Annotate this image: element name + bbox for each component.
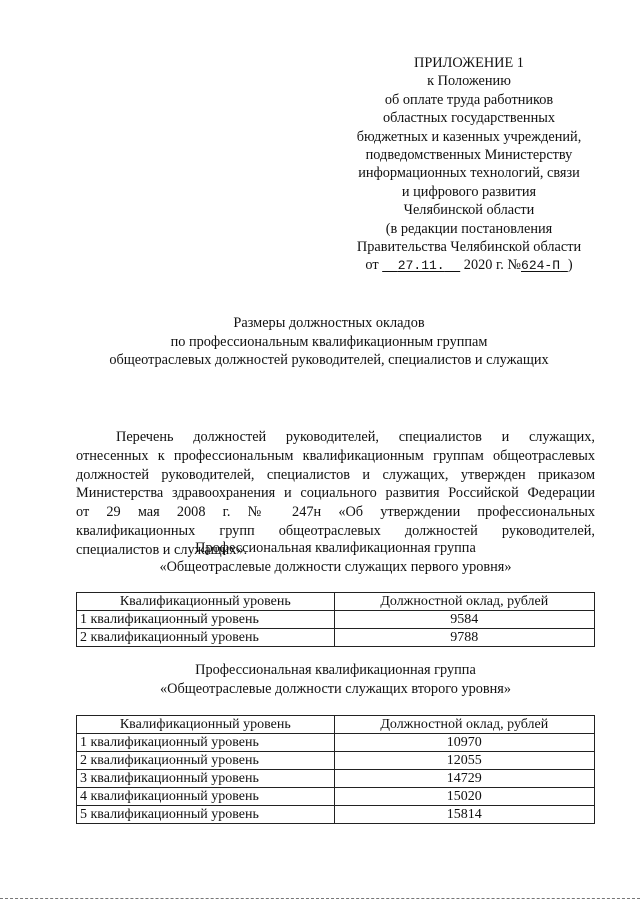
salary-cell: 15814 <box>334 806 594 824</box>
level-cell: 2 квалификационный уровень <box>77 629 335 647</box>
paragraph-line: отнесенных к профессиональным квалификационным группам общеотраслевых <box>76 447 595 464</box>
level-cell: 4 квалификационный уровень <box>77 788 335 806</box>
salary-cell: 14729 <box>334 770 594 788</box>
column-header-salary: Должностной оклад, рублей <box>334 593 594 611</box>
group-heading-line: «Общеотраслевые должности служащих первого уровня» <box>159 558 512 575</box>
table-row <box>77 734 595 752</box>
appendix-line: бюджетных и казенных учреждений, <box>356 128 582 145</box>
date-value: 27.11. <box>397 258 445 274</box>
column-header-level: Квалификационный уровень <box>77 593 335 611</box>
salary-cell: 12055 <box>334 752 594 770</box>
document-title <box>60 314 598 370</box>
salary-cell: 9788 <box>334 629 594 647</box>
salary-table-first-level <box>76 592 595 647</box>
salary-cell: 15020 <box>334 788 594 806</box>
date-field <box>382 258 460 273</box>
date-prefix: от <box>365 257 379 274</box>
table-row <box>77 806 595 824</box>
paragraph-line: должностей руководителей, специалистов и служащих, утвержден приказом <box>76 466 595 483</box>
appendix-line: и цифрового развития <box>401 183 537 200</box>
number-value: 624-П <box>521 258 561 274</box>
level-cell: 1 квалификационный уровень <box>77 611 335 629</box>
salary-table-second-level <box>76 715 595 824</box>
appendix-line: к Положению <box>427 73 511 90</box>
group-heading-line: Профессиональная квалификационная группа <box>195 540 476 556</box>
appendix-header <box>340 54 598 276</box>
level-cell: 2 квалификационный уровень <box>77 752 335 770</box>
year-number-label: 2020 г. № <box>463 257 522 274</box>
title-line: по профессиональным квалификационным группам <box>170 333 488 350</box>
table-row <box>77 770 595 788</box>
paragraph-line: от 29 мая 2008 г. № 247н «Об утверждении профессиональных <box>76 504 595 521</box>
appendix-line: информационных технологий, связи <box>358 165 580 182</box>
title-line: общеотраслевых должностей руководителей, специалистов и служащих <box>109 352 549 369</box>
group-1-heading <box>76 539 595 576</box>
paragraph-line: Перечень должностей руководителей, специалистов и служащих, <box>116 429 595 445</box>
table-header-row <box>77 716 595 734</box>
group-heading-line: Профессиональная квалификационная группа <box>195 662 476 678</box>
table-row <box>77 611 595 629</box>
paragraph-line: специалистов и служащих». <box>76 541 248 558</box>
level-cell: 5 квалификационный уровень <box>77 806 335 824</box>
group-heading-line: «Общеотраслевые должности служащих второго уровня» <box>159 680 512 697</box>
appendix-line: областных государственных <box>383 110 555 127</box>
paragraph-line: Министерства здравоохранения и социального развития Российской Федерации <box>76 485 595 502</box>
salary-cell: 9584 <box>334 611 594 629</box>
level-cell: 1 квалификационный уровень <box>77 734 335 752</box>
table-row <box>77 788 595 806</box>
appendix-line: подведомственных Министерству <box>365 147 573 164</box>
appendix-line: Челябинской области <box>403 202 535 219</box>
table-header-row <box>77 593 595 611</box>
appendix-line: (в редакции постановления <box>385 220 553 237</box>
column-header-salary: Должностной оклад, рублей <box>334 716 594 734</box>
number-field <box>521 258 568 273</box>
page-bottom-divider <box>0 898 640 900</box>
table-row <box>77 752 595 770</box>
table-row <box>77 629 595 647</box>
appendix-line: об оплате труда работников <box>384 91 554 108</box>
appendix-line: Правительства Челябинской области <box>356 239 582 256</box>
title-line: Размеры должностных окладов <box>233 315 425 331</box>
resolution-date-line <box>340 256 598 275</box>
group-2-heading <box>76 661 595 698</box>
level-cell: 3 квалификационный уровень <box>77 770 335 788</box>
column-header-level: Квалификационный уровень <box>77 716 335 734</box>
paragraph-line: квалификационных групп общеотраслевых должностей руководителей, <box>76 522 595 539</box>
closing-paren: ) <box>567 257 573 274</box>
salary-cell: 10970 <box>334 734 594 752</box>
appendix-line: ПРИЛОЖЕНИЕ 1 <box>414 55 524 71</box>
